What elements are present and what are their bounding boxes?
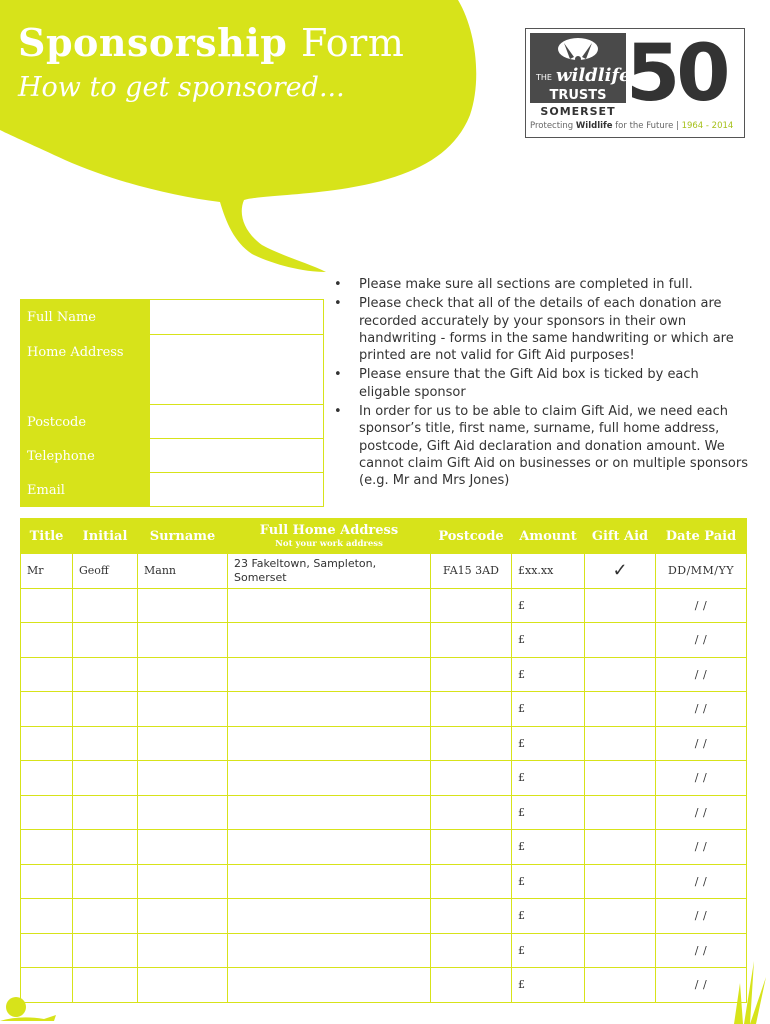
- initial-cell[interactable]: [73, 933, 138, 968]
- example-title: Mr: [21, 554, 73, 589]
- postcode-cell[interactable]: [431, 864, 512, 899]
- gift-aid-cell[interactable]: [585, 899, 656, 934]
- date-cell[interactable]: / /: [656, 657, 747, 692]
- instruction-item: • Please ensure that the Gift Aid box is ticked by each eligable sponsor: [334, 367, 699, 400]
- gift-aid-cell[interactable]: [585, 588, 656, 623]
- sponsor-row: [21, 830, 747, 865]
- gift-aid-cell[interactable]: [585, 933, 656, 968]
- col-surname: Surname: [138, 519, 228, 554]
- instruction-item: • In order for us to be able to claim Gift Aid, we need each sponsor’s title, first name, surname, full home address, postcode, Gift Aid declaration and donation amount. We cannot claim Gift Aid on businesses or on multiple sponsors (e.g. Mr and Mrs Jones): [334, 404, 748, 489]
- date-cell[interactable]: / /: [656, 588, 747, 623]
- postcode-cell[interactable]: [431, 830, 512, 865]
- instruction-item: • Please make sure all sections are completed in full.: [334, 277, 693, 292]
- sponsor-row: [21, 968, 747, 1003]
- surname-cell[interactable]: [138, 899, 228, 934]
- amount-cell[interactable]: £: [512, 726, 585, 761]
- sponsor-row: [21, 657, 747, 692]
- page-title: [18, 20, 404, 65]
- title-cell[interactable]: [21, 933, 73, 968]
- col-postcode: Postcode: [431, 519, 512, 554]
- amount-cell[interactable]: £: [512, 761, 585, 796]
- title-cell[interactable]: [21, 623, 73, 658]
- telephone-field[interactable]: [150, 439, 324, 473]
- sponsor-row: [21, 623, 747, 658]
- title-rest: Form: [301, 21, 405, 65]
- initial-cell[interactable]: [73, 588, 138, 623]
- postcode-cell[interactable]: [431, 623, 512, 658]
- postcode-cell[interactable]: [431, 692, 512, 727]
- sponsor-row: [21, 795, 747, 830]
- date-cell[interactable]: / /: [656, 761, 747, 796]
- address-cell[interactable]: [228, 795, 431, 830]
- address-cell[interactable]: [228, 588, 431, 623]
- check-icon: ✓: [585, 554, 656, 589]
- address-cell[interactable]: [228, 933, 431, 968]
- home-address-field[interactable]: [150, 335, 324, 405]
- surname-cell[interactable]: [138, 726, 228, 761]
- initial-cell[interactable]: [73, 899, 138, 934]
- amount-cell[interactable]: £: [512, 830, 585, 865]
- title-cell[interactable]: [21, 726, 73, 761]
- postcode-cell[interactable]: [431, 795, 512, 830]
- sponsor-row: [21, 933, 747, 968]
- email-label: Email: [21, 473, 150, 507]
- col-gift-aid: Gift Aid: [585, 519, 656, 554]
- surname-cell[interactable]: [138, 623, 228, 658]
- initial-cell[interactable]: [73, 864, 138, 899]
- surname-cell[interactable]: [138, 830, 228, 865]
- date-cell[interactable]: / /: [656, 933, 747, 968]
- initial-cell[interactable]: [73, 830, 138, 865]
- date-cell[interactable]: / /: [656, 726, 747, 761]
- amount-cell[interactable]: £: [512, 864, 585, 899]
- example-row: [21, 554, 747, 589]
- postcode-cell[interactable]: [431, 761, 512, 796]
- amount-cell[interactable]: £: [512, 968, 585, 1003]
- email-field[interactable]: [150, 473, 324, 507]
- badger-badge: [530, 33, 631, 121]
- address-cell[interactable]: [228, 623, 431, 658]
- full-name-label: Full Name: [21, 300, 150, 335]
- postcode-cell[interactable]: [431, 968, 512, 1003]
- title-cell[interactable]: [21, 968, 73, 1003]
- instruction-item: • Please check that all of the details of each donation are recorded accurately by your sponsors in their own handwriting - forms in the same handwriting or which are printed are not valid for Gift Aid purposes!: [334, 296, 734, 364]
- example-date: DD/MM/YY: [656, 554, 747, 589]
- title-bold: Sponsorship: [18, 20, 288, 65]
- col-address: Full Home Address Not your work address: [228, 519, 431, 554]
- col-title: Title: [21, 519, 73, 554]
- example-amount: £xx.xx: [512, 554, 585, 589]
- surname-cell[interactable]: [138, 968, 228, 1003]
- full-name-field[interactable]: [150, 300, 324, 335]
- postcode-cell[interactable]: [431, 933, 512, 968]
- initial-cell[interactable]: [73, 968, 138, 1003]
- example-initial: Geoff: [73, 554, 138, 589]
- surname-cell[interactable]: [138, 588, 228, 623]
- amount-cell[interactable]: £: [512, 933, 585, 968]
- sponsor-row: [21, 761, 747, 796]
- initial-cell[interactable]: [73, 657, 138, 692]
- postcode-field[interactable]: [150, 405, 324, 439]
- sponsor-details-table: [20, 299, 324, 507]
- example-surname: Mann: [138, 554, 228, 589]
- address-cell[interactable]: [228, 726, 431, 761]
- date-cell[interactable]: / /: [656, 864, 747, 899]
- logo-wildlife: wildlife: [556, 65, 631, 86]
- logo-the: THE: [536, 73, 552, 82]
- logo-50: 50: [626, 29, 727, 119]
- sponsor-row: [21, 899, 747, 934]
- postcode-cell[interactable]: [431, 588, 512, 623]
- date-cell[interactable]: / /: [656, 968, 747, 1003]
- address-cell[interactable]: [228, 657, 431, 692]
- wildlife-trust-logo: [525, 28, 745, 138]
- amount-cell[interactable]: £: [512, 899, 585, 934]
- initial-cell[interactable]: [73, 761, 138, 796]
- logo-tagline: Protecting Wildlife for the Future | 1964 - 2014: [530, 121, 734, 131]
- address-cell[interactable]: [228, 864, 431, 899]
- amount-cell[interactable]: £: [512, 588, 585, 623]
- gift-aid-cell[interactable]: [585, 968, 656, 1003]
- sponsor-row: [21, 726, 747, 761]
- date-cell[interactable]: / /: [656, 795, 747, 830]
- amount-cell[interactable]: £: [512, 692, 585, 727]
- sponsor-row: [21, 588, 747, 623]
- surname-cell[interactable]: [138, 795, 228, 830]
- telephone-label: Telephone: [21, 439, 150, 473]
- title-cell[interactable]: [21, 899, 73, 934]
- title-cell[interactable]: [21, 657, 73, 692]
- initial-cell[interactable]: [73, 692, 138, 727]
- surname-cell[interactable]: [138, 692, 228, 727]
- gift-aid-cell[interactable]: [585, 726, 656, 761]
- title-cell[interactable]: [21, 795, 73, 830]
- gift-aid-cell[interactable]: [585, 830, 656, 865]
- initial-cell[interactable]: [73, 623, 138, 658]
- instructions-list: [334, 276, 754, 492]
- amount-cell[interactable]: £: [512, 657, 585, 692]
- date-cell[interactable]: / /: [656, 623, 747, 658]
- address-note: Not your work address: [275, 539, 383, 549]
- sponsor-row: [21, 864, 747, 899]
- gift-aid-cell[interactable]: [585, 795, 656, 830]
- postcode-cell[interactable]: [431, 899, 512, 934]
- gift-aid-cell[interactable]: [585, 864, 656, 899]
- amount-cell[interactable]: £: [512, 623, 585, 658]
- postcode-cell[interactable]: [431, 726, 512, 761]
- initial-cell[interactable]: [73, 726, 138, 761]
- surname-cell[interactable]: [138, 761, 228, 796]
- date-cell[interactable]: / /: [656, 692, 747, 727]
- gift-aid-cell[interactable]: [585, 692, 656, 727]
- surname-cell[interactable]: [138, 933, 228, 968]
- example-postcode: FA15 3AD: [431, 554, 512, 589]
- col-initial: Initial: [73, 519, 138, 554]
- page-subtitle: How to get sponsored...: [18, 72, 345, 103]
- example-address: 23 Fakeltown, Sampleton, Somerset: [228, 554, 431, 589]
- title-cell[interactable]: [21, 864, 73, 899]
- address-cell[interactable]: [228, 968, 431, 1003]
- col-amount: Amount: [512, 519, 585, 554]
- title-cell[interactable]: [21, 761, 73, 796]
- col-date-paid: Date Paid: [656, 519, 747, 554]
- title-cell[interactable]: [21, 588, 73, 623]
- address-cell[interactable]: [228, 899, 431, 934]
- postcode-cell[interactable]: [431, 657, 512, 692]
- amount-cell[interactable]: £: [512, 795, 585, 830]
- surname-cell[interactable]: [138, 864, 228, 899]
- sponsorship-table: [20, 518, 747, 1003]
- title-cell[interactable]: [21, 830, 73, 865]
- sponsor-row: [21, 692, 747, 727]
- postcode-label: Postcode: [21, 405, 150, 439]
- gift-aid-cell[interactable]: [585, 657, 656, 692]
- logo-region: SOMERSET: [530, 103, 626, 121]
- home-address-label: Home Address: [21, 335, 150, 405]
- title-cell[interactable]: [21, 692, 73, 727]
- address-cell[interactable]: [228, 830, 431, 865]
- date-cell[interactable]: / /: [656, 830, 747, 865]
- address-cell[interactable]: [228, 761, 431, 796]
- gift-aid-cell[interactable]: [585, 623, 656, 658]
- logo-trusts: TRUSTS: [549, 88, 607, 103]
- initial-cell[interactable]: [73, 795, 138, 830]
- date-cell[interactable]: / /: [656, 899, 747, 934]
- gift-aid-cell[interactable]: [585, 761, 656, 796]
- address-cell[interactable]: [228, 692, 431, 727]
- surname-cell[interactable]: [138, 657, 228, 692]
